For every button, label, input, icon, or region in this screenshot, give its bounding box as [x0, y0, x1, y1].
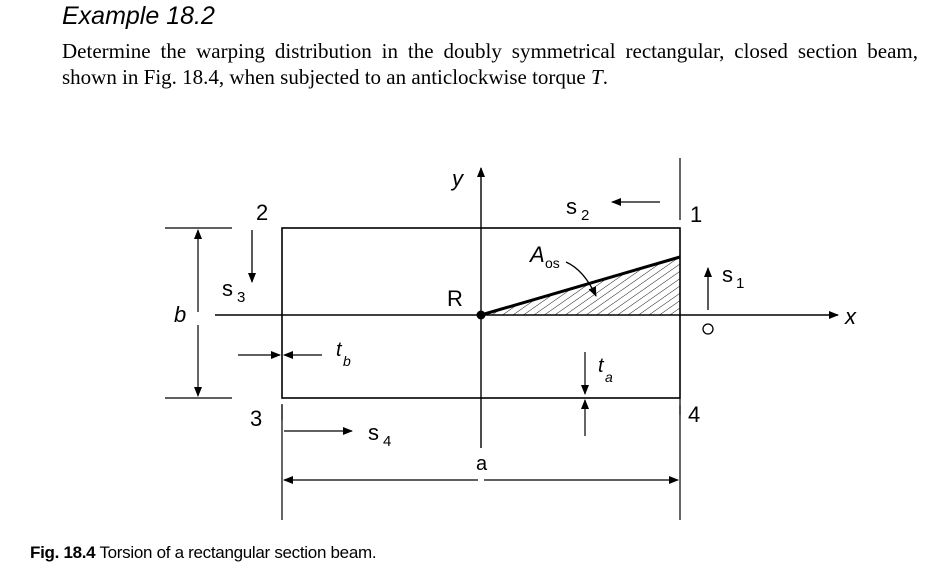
- s1-label: s: [722, 262, 733, 287]
- a-dimension-label: a: [476, 453, 488, 475]
- s4-subscript: 4: [383, 433, 392, 450]
- s1-subscript: 1: [736, 275, 745, 292]
- ta-subscript: a: [605, 369, 613, 385]
- example-heading: Example 18.2: [62, 2, 215, 30]
- origin-label: R: [447, 286, 463, 311]
- b-dimension-label: b: [174, 302, 187, 327]
- ta-label: t: [598, 355, 604, 377]
- corner-2-label: 2: [256, 200, 269, 225]
- torque-symbol: T: [591, 65, 603, 89]
- x-axis-label: x: [845, 304, 856, 329]
- s3-subscript: 3: [237, 289, 246, 306]
- tb-subscript: b: [343, 353, 351, 369]
- origin-point: [477, 311, 486, 320]
- area-subscript: os: [545, 255, 560, 271]
- corner-3-label: 3: [250, 406, 263, 431]
- figure-caption-text: Torsion of a rectangular section beam.: [99, 543, 377, 562]
- y-axis-label: y: [452, 166, 463, 191]
- s2-subscript: 2: [581, 207, 590, 224]
- corner-1-label: 1: [690, 202, 703, 227]
- figure-number: Fig. 18.4: [30, 543, 96, 562]
- corner-4-label: 4: [688, 402, 701, 427]
- example-text-end: .: [602, 65, 608, 89]
- s2-label: s: [566, 194, 577, 219]
- area-label: A: [530, 242, 545, 267]
- s4-label: s: [368, 420, 379, 445]
- tb-label: t: [336, 339, 342, 361]
- example-text-body: Determine the warping distribution in the doubly symmetrical rectangular, closed section beam, shown in Fig. 18.4, when subjected to an anticlockwise torque: [62, 39, 918, 89]
- s3-label: s: [222, 276, 233, 301]
- point-O-marker: [703, 324, 713, 334]
- figure-caption: [30, 543, 376, 563]
